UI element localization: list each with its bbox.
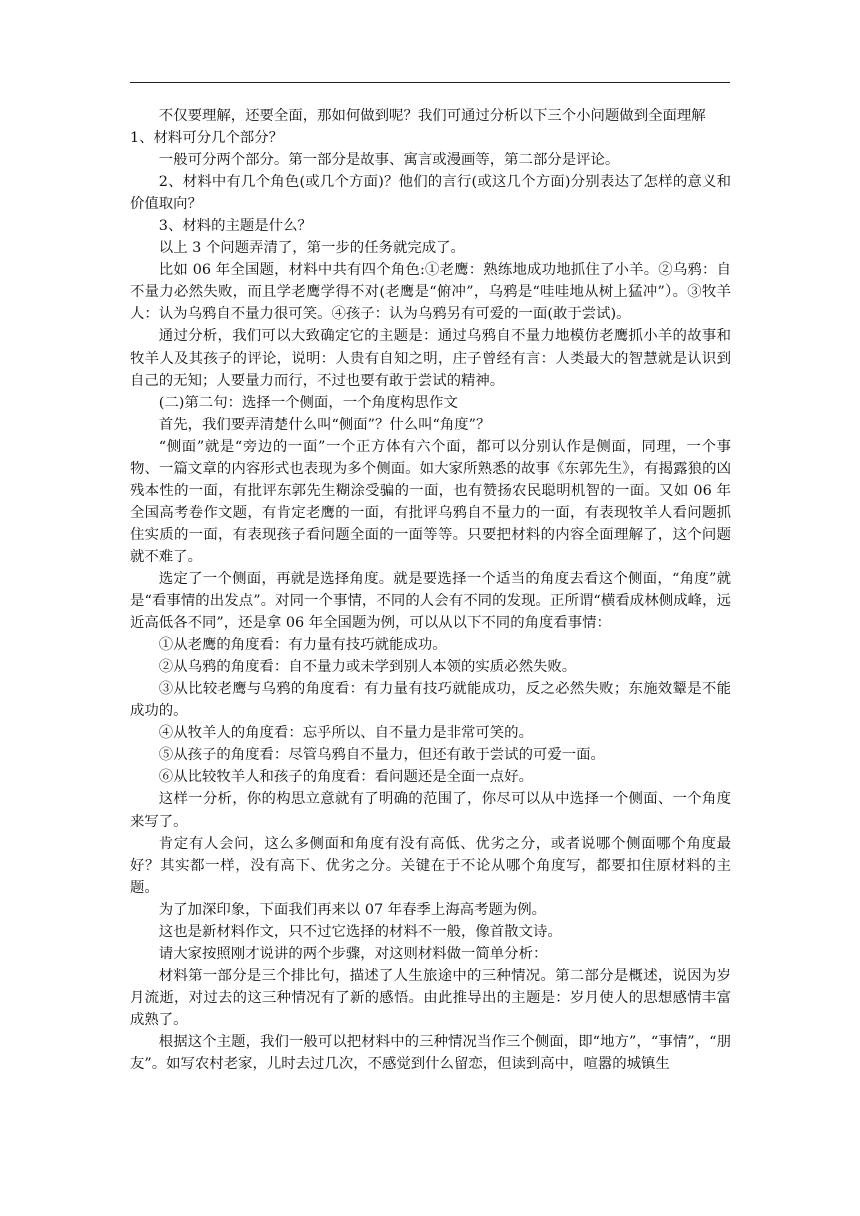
paragraph: 通过分析，我们可以大致确定它的主题是：通过乌鸦自不量力地模仿老鹰抓小羊的故事和牧羊人及其孩子的评论，说明：人贵有自知之明，庄子曾经有言：人类最大的智慧就是认识到自己的无知；人要量力而行，不过也要有敢于尝试的精神。 <box>130 328 731 389</box>
document-body <box>130 105 731 1075</box>
paragraph: 为了加深印象，下面我们再来以 07 年春季上海高考题为例。 <box>158 901 547 918</box>
paragraph: 2、材料中有几个角色(或几个方面)？他们的言行(或这几个方面)分别表达了怎样的意义和价值取向？ <box>130 174 731 213</box>
paragraph: 1、材料可分几个部分？ <box>130 130 284 147</box>
paragraph: 3、材料的主题是什么？ <box>158 218 312 235</box>
paragraph: 材料第一部分是三个排比句，描述了人生旅途中的三种情况。第二部分是概述，说因为岁月流逝，对过去的这三种情况有了新的感悟。由此推导出的主题是：岁月使人的思想感情丰富成熟了。 <box>130 967 731 1028</box>
list-item: ②从乌鸦的角度看：自不量力或未学到别人本领的实质必然失败。 <box>158 659 577 676</box>
paragraph: 选定了一个侧面，再就是选择角度。就是要选择一个适当的角度去看这个侧面，“角度”就是“看事情的出发点”。对同一个事情，不同的人会有不同的发现。正所谓“横看成林侧成峰，远近高低各不同”，还是拿 06 年全国题为例，可以从以下不同的角度看事情： <box>130 570 731 632</box>
paragraph: 首先，我们要弄清楚什么叫“侧面”？什么叫“角度”？ <box>158 416 491 433</box>
list-item: ⑤从孩子的角度看：尽管乌鸦自不量力，但还有敢于尝试的可爱一面。 <box>158 747 605 764</box>
paragraph: 根据这个主题，我们一般可以把材料中的三种情况当作三个侧面，即“地方”，“事情”，“朋友”。如写农村老家，儿时去过几次，不感觉到什么留恋，但读到高中，喧嚣的城镇生 <box>130 1033 731 1073</box>
paragraph: 这样一分析，你的构思立意就有了明确的范围了，你尽可以从中选择一个侧面、一个角度来写了。 <box>130 791 731 830</box>
paragraph: 一般可分两个部分。第一部分是故事、寓言或漫画等，第二部分是评论。 <box>158 152 620 169</box>
paragraph: 这也是新材料作文，只不过它选择的材料不一般，像首散文诗。 <box>158 923 562 940</box>
section-heading: (二)第二句：选择一个侧面，一个角度构思作文 <box>158 394 458 411</box>
paragraph: 请大家按照刚才说讲的两个步骤，对这则材料做一简单分析： <box>158 945 548 962</box>
paragraph: 以上 3 个问题弄清了，第一步的任务就完成了。 <box>158 240 465 257</box>
header-rule <box>130 82 730 83</box>
paragraph: “侧面”就是“旁边的一面”一个正方体有六个面，都可以分别认作是侧面，同理，一个事物、一篇文章的内容形式也表现为多个侧面。如大家所熟悉的故事《东郭先生》，有揭露狼的凶残本性的一面，有批评东郭先生糊涂受骗的一面，也有赞扬农民聪明机智的一面。又如 06 年全国高考卷作文题，有肯定老鹰的一面，有批评乌鸦自不量力的一面，有表现牧羊人看问题抓住实质的一面，有表现孩子看问题全面的一面等等。只要把材料的内容全面理解了，这个问题就不难了。 <box>130 438 731 565</box>
list-item: ④从牧羊人的角度看：忘乎所以、自不量力是非常可笑的。 <box>158 725 533 742</box>
list-item: ①从老鹰的角度看：有力量有技巧就能成功。 <box>158 637 447 654</box>
list-item: ③从比较老鹰与乌鸦的角度看：有力量有技巧就能成功，反之必然失败；东施效颦是不能成功的。 <box>130 681 731 720</box>
paragraph: 比如 06 年全国题，材料中共有四个角色:①老鹰：熟练地成功地抓住了小羊。②乌鸦：自不量力必然失败，而且学老鹰学得不对(老鹰是“俯冲”，乌鸦是“哇哇地从树上猛冲”）。③牧羊人：认为乌鸦自不量力很可笑。④孩子：认为乌鸦另有可爱的一面(敢于尝试)。 <box>130 262 731 323</box>
paragraph: 肯定有人会问，这么多侧面和角度有没有高低、优劣之分，或者说哪个侧面哪个角度最好？其实都一样，没有高下、优劣之分。关键在于不论从哪个角度写，都要扣住原材料的主题。 <box>130 835 731 896</box>
paragraph: 不仅要理解，还要全面，那如何做到呢？我们可通过分析以下三个小问题做到全面理解 <box>158 108 706 124</box>
list-item: ⑥从比较牧羊人和孩子的角度看：看问题还是全面一点好。 <box>158 769 533 786</box>
